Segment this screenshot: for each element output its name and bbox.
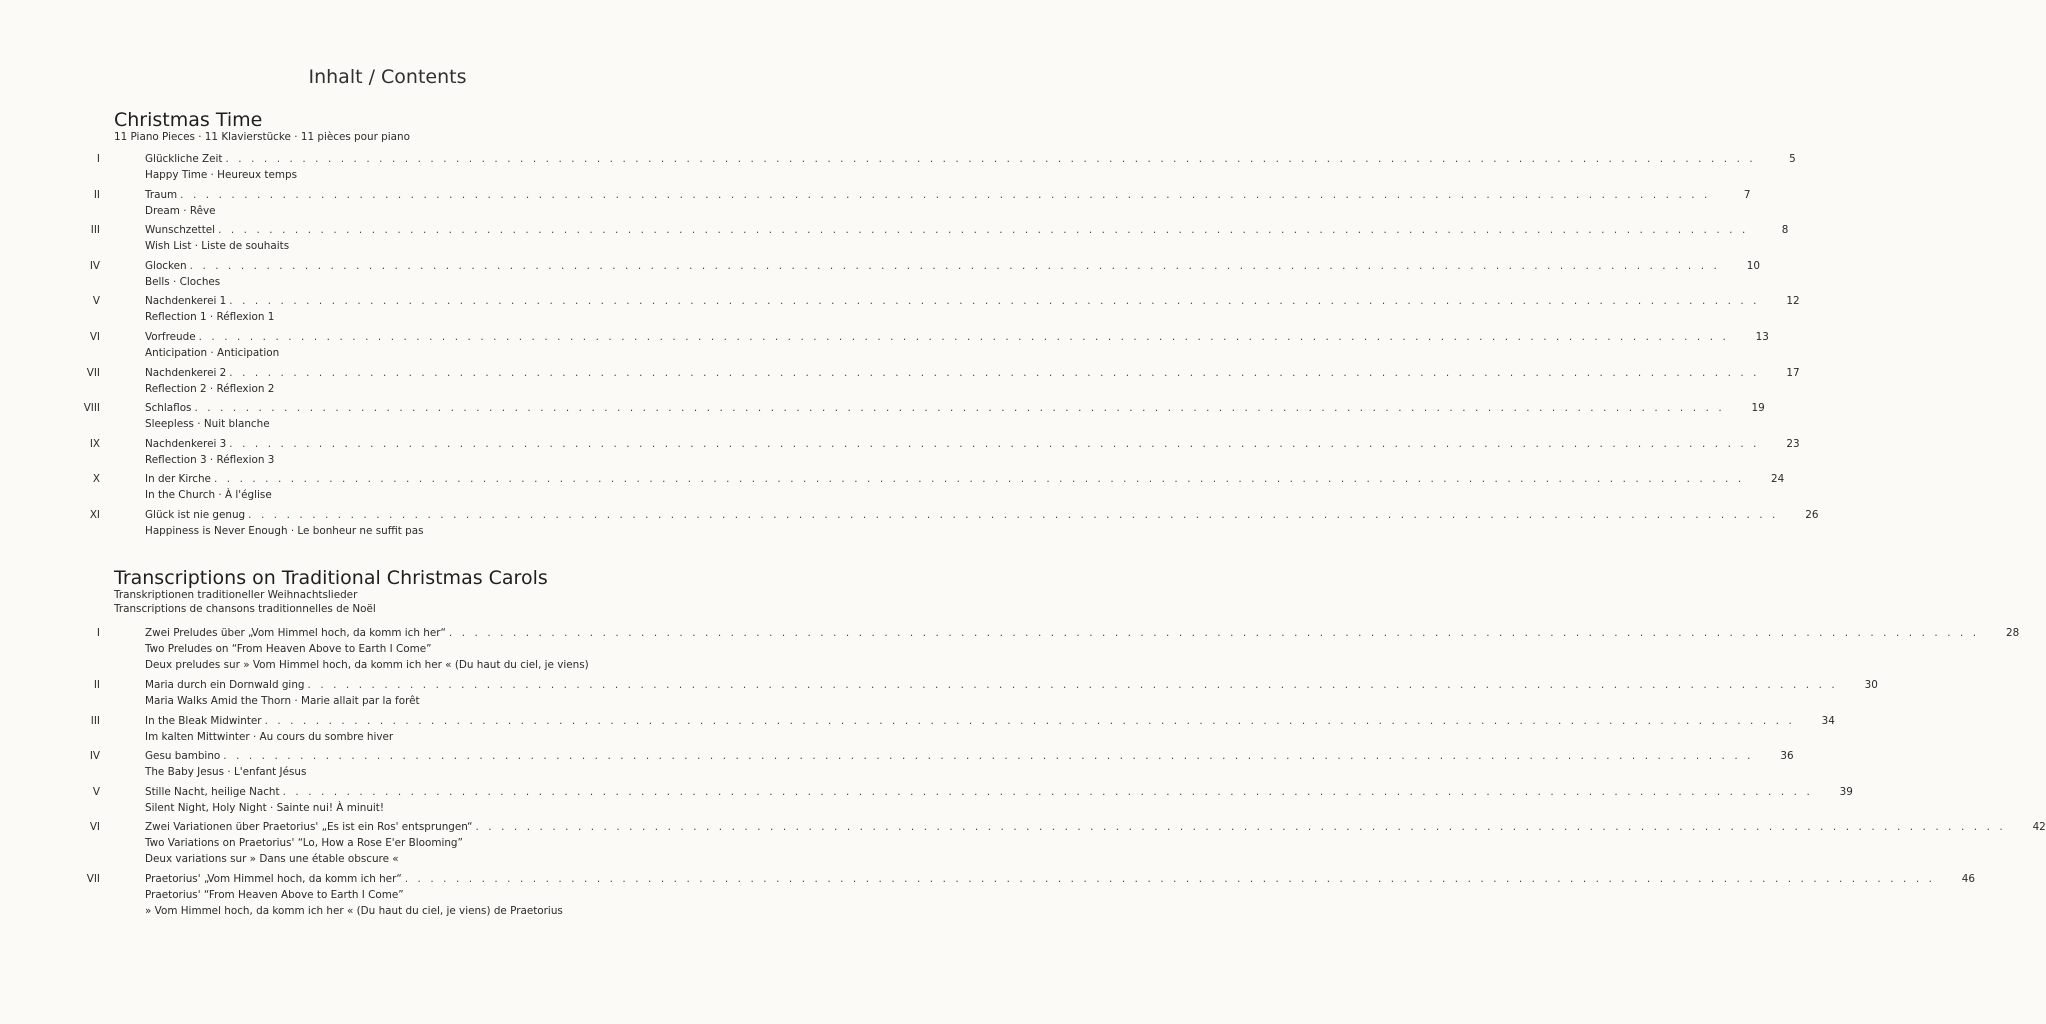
- toc-entry: [89, 258, 1760, 294]
- entry-number: VIII: [83, 402, 100, 415]
- section-transcriptions: [114, 567, 674, 616]
- entry-title: Vorfreude: [145, 330, 196, 343]
- section-christmas-time: [114, 109, 674, 145]
- entry-number: VII: [86, 366, 100, 379]
- dot-leader: . . . . . . . . . . . . . . . . . . . . . . . . . . . . . . . . . . . . . . . . . . . . . . . . . . . . . . . . . . . . . . . . . . . . . . . . . . . . . . . . . . . . . . . . . . . . . . . . . . . . . . . . . . . . . . . . . . . . . . . .: [404, 873, 1936, 885]
- entry-number: V: [92, 295, 100, 308]
- dot-leader: . . . . . . . . . . . . . . . . . . . . . . . . . . . . . . . . . . . . . . . . . . . . . . . . . . . . . . . . . . . . . . . . . . . . . . . . . . . . . . . . . . . . . . . . . . . . . . . . . . . . . . . . . . . . . . . . . . . . . . . .: [223, 750, 1754, 762]
- toc-entry: [89, 329, 1769, 365]
- dot-leader: . . . . . . . . . . . . . . . . . . . . . . . . . . . . . . . . . . . . . . . . . . . . . . . . . . . . . . . . . . . . . . . . . . . . . . . . . . . . . . . . . . . . . . . . . . . . . . . . . . . . . . . . . . . . . . . . . . . . . . . .: [213, 473, 1745, 486]
- dot-leader: . . . . . . . . . . . . . . . . . . . . . . . . . . . . . . . . . . . . . . . . . . . . . . . . . . . . . . . . . . . . . . . . . . . . . . . . . . . . . . . . . . . . . . . . . . . . . . . . . . . . . . . . . . . . . . . . . . . . . . . .: [229, 366, 1760, 379]
- entry-title: Schlaflos: [145, 402, 192, 415]
- dot-leader: . . . . . . . . . . . . . . . . . . . . . . . . . . . . . . . . . . . . . . . . . . . . . . . . . . . . . . . . . . . . . . . . . . . . . . . . . . . . . . . . . . . . . . . . . . . . . . . . . . . . . . . . . . . . . . . . . . . . . . . .: [307, 679, 1838, 691]
- toc-entry: [90, 222, 1789, 258]
- entry-number: III: [90, 714, 100, 727]
- entry-translation: Sleepless · Nuit blanche: [145, 418, 270, 431]
- toc-entry: [89, 436, 1800, 472]
- entry-translation: The Baby Jesus · L'enfant Jésus: [145, 766, 307, 778]
- dot-leader: . . . . . . . . . . . . . . . . . . . . . . . . . . . . . . . . . . . . . . . . . . . . . . . . . . . . . . . . . . . . . . . . . . . . . . . . . . . . . . . . . . . . . . . . . . . . . . . . . . . . . . . . . . . . . . . . . . . . . . . .: [448, 627, 1980, 639]
- toc-entry: [92, 471, 1785, 507]
- section-subtitle-de: Transkriptionen traditioneller Weihnachtslieder: [114, 589, 358, 601]
- entry-number: I: [96, 627, 100, 639]
- dot-leader: . . . . . . . . . . . . . . . . . . . . . . . . . . . . . . . . . . . . . . . . . . . . . . . . . . . . . . . . . . . . . . . . . . . . . . . . . . . . . . . . . . . . . . . . . . . . . . . . . . . . . . . . . . . . . . . . . . . . . . . .: [248, 508, 1779, 521]
- dot-leader: . . . . . . . . . . . . . . . . . . . . . . . . . . . . . . . . . . . . . . . . . . . . . . . . . . . . . . . . . . . . . . . . . . . . . . . . . . . . . . . . . . . . . . . . . . . . . . . . . . . . . . . . . . . . . . . . . . . . . . . .: [475, 821, 2006, 833]
- entry-page-number: 5: [1789, 153, 1796, 165]
- entry-translation: Reflection 3 · Réflexion 3: [145, 453, 275, 466]
- section-title: Christmas Time: [114, 109, 263, 131]
- section-title: Transcriptions on Traditional Christmas Carols: [114, 567, 548, 589]
- entry-title: Maria durch ein Dornwald ging: [145, 679, 305, 691]
- entry-title: Zwei Preludes über „Vom Himmel hoch, da komm ich her“: [145, 627, 446, 639]
- toc-entry: [89, 819, 2046, 871]
- entry-page-number: 36: [1780, 750, 1794, 762]
- entry-translation: » Vom Himmel hoch, da komm ich her « (Du haut du ciel, je viens) de Praetorius: [145, 905, 563, 917]
- entry-translation: Two Variations on Praetorius' “Lo, How a Rose E'er Blooming”: [145, 837, 463, 849]
- page-title: Inhalt / Contents: [308, 66, 467, 88]
- entry-translation: Reflection 1 · Réflexion 1: [145, 311, 275, 324]
- entry-title: Gesu bambino: [145, 750, 221, 762]
- entry-number: XI: [89, 508, 100, 521]
- entry-page-number: 19: [1751, 402, 1765, 415]
- toc-entry: [93, 677, 1878, 713]
- entry-page-number: 28: [2005, 627, 2020, 639]
- dot-leader: . . . . . . . . . . . . . . . . . . . . . . . . . . . . . . . . . . . . . . . . . . . . . . . . . . . . . . . . . . . . . . . . . . . . . . . . . . . . . . . . . . . . . . . . . . . . . . . . . . . . . . . . . . . . . . . . . . . . . . . .: [229, 437, 1760, 450]
- entry-page-number: 39: [1839, 785, 1853, 798]
- entry-page-number: 46: [1961, 873, 1976, 885]
- toc-entry: [96, 151, 1796, 187]
- entry-translation: Silent Night, Holy Night · Sainte nui! À minuit!: [145, 801, 385, 814]
- entry-page-number: 34: [1821, 714, 1835, 727]
- entry-page-number: 12: [1786, 295, 1800, 308]
- entry-title: Stille Nacht, heilige Nacht: [145, 785, 280, 798]
- entry-title: Nachdenkerei 3: [145, 437, 227, 450]
- entry-number: VI: [89, 330, 100, 343]
- entry-page-number: 7: [1743, 188, 1751, 201]
- entry-translation: Im kalten Mittwinter · Au cours du sombre hiver: [145, 730, 394, 743]
- entry-page-number: 26: [1805, 508, 1819, 521]
- entry-title: Nachdenkerei 1: [145, 295, 227, 308]
- entry-number: I: [96, 153, 100, 165]
- dot-leader: . . . . . . . . . . . . . . . . . . . . . . . . . . . . . . . . . . . . . . . . . . . . . . . . . . . . . . . . . . . . . . . . . . . . . . . . . . . . . . . . . . . . . . . . . . . . . . . . . . . . . . . . . . . . . . . . . . . . . . . .: [218, 224, 1749, 237]
- entry-number: IV: [89, 259, 100, 272]
- entry-title: Glocken: [145, 259, 187, 272]
- entry-translation: Happy Time · Heureux temps: [145, 169, 298, 181]
- toc-entry: [90, 713, 1835, 749]
- section-subtitle-fr: Transcriptions de chansons traditionnelles de Noël: [114, 602, 376, 615]
- toc-entry: [86, 365, 1800, 401]
- toc-entry: [93, 187, 1751, 223]
- entry-title: Nachdenkerei 2: [145, 366, 227, 379]
- entry-translation: Wish List · Liste de souhaits: [145, 240, 290, 253]
- toc-entry: [92, 293, 1800, 329]
- dot-leader: . . . . . . . . . . . . . . . . . . . . . . . . . . . . . . . . . . . . . . . . . . . . . . . . . . . . . . . . . . . . . . . . . . . . . . . . . . . . . . . . . . . . . . . . . . . . . . . . . . . . . . . . . . . . . . . . . . . . . . . .: [229, 295, 1760, 308]
- entry-translation: Deux variations sur » Dans une étable obscure «: [145, 853, 399, 865]
- entry-page-number: 30: [1864, 679, 1878, 691]
- entry-page-number: 17: [1786, 366, 1800, 379]
- entry-translation: Two Preludes on “From Heaven Above to Earth I Come”: [145, 643, 432, 655]
- entry-number: V: [92, 785, 100, 798]
- entry-number: VI: [89, 821, 100, 833]
- entry-translation: Dream · Rêve: [145, 204, 216, 217]
- dot-leader: . . . . . . . . . . . . . . . . . . . . . . . . . . . . . . . . . . . . . . . . . . . . . . . . . . . . . . . . . . . . . . . . . . . . . . . . . . . . . . . . . . . . . . . . . . . . . . . . . . . . . . . . . . . . . . . . . . . . . . . .: [194, 402, 1725, 415]
- entry-translation: Reflection 2 · Réflexion 2: [145, 382, 275, 395]
- entry-page-number: 24: [1771, 473, 1785, 486]
- entry-number: VII: [86, 873, 100, 885]
- toc-entry: [89, 748, 1794, 784]
- entry-title: Glück ist nie genug: [145, 508, 246, 521]
- entry-title: In der Kirche: [145, 473, 211, 486]
- entry-title: Zwei Variationen über Praetorius' „Es ist ein Ros' entsprungen“: [145, 821, 473, 833]
- entry-translation: Anticipation · Anticipation: [145, 346, 280, 359]
- dot-leader: . . . . . . . . . . . . . . . . . . . . . . . . . . . . . . . . . . . . . . . . . . . . . . . . . . . . . . . . . . . . . . . . . . . . . . . . . . . . . . . . . . . . . . . . . . . . . . . . . . . . . . . . . . . . . . . . . . . . . . . .: [264, 714, 1795, 727]
- toc-entry: [92, 784, 1853, 820]
- entry-number: III: [90, 224, 100, 237]
- toc-entry: [83, 400, 1765, 436]
- entry-page-number: 8: [1781, 224, 1789, 237]
- entry-number: IV: [89, 750, 100, 762]
- toc-entry: [96, 625, 2020, 677]
- entry-title: Wunschzettel: [145, 224, 216, 237]
- entry-translation: Deux preludes sur » Vom Himmel hoch, da komm ich her « (Du haut du ciel, je viens): [145, 659, 589, 671]
- entry-page-number: 10: [1746, 259, 1760, 272]
- section-subtitle: 11 Piano Pieces · 11 Klavierstücke · 11 pièces pour piano: [114, 131, 410, 143]
- entry-page-number: 23: [1786, 437, 1800, 450]
- entry-page-number: 42: [2032, 821, 2046, 833]
- toc-entry: [86, 871, 1976, 923]
- entry-title: Praetorius' „Vom Himmel hoch, da komm ich her“: [145, 873, 402, 885]
- entry-number: IX: [89, 437, 100, 450]
- dot-leader: . . . . . . . . . . . . . . . . . . . . . . . . . . . . . . . . . . . . . . . . . . . . . . . . . . . . . . . . . . . . . . . . . . . . . . . . . . . . . . . . . . . . . . . . . . . . . . . . . . . . . . . . . . . . . . . . . . . . . . . .: [282, 785, 1813, 798]
- toc-list-christmas-time: [83, 151, 1819, 543]
- entry-number: II: [93, 188, 100, 201]
- entry-number: II: [93, 679, 100, 691]
- toc-entry: [89, 507, 1819, 543]
- entry-translation: Praetorius' “From Heaven Above to Earth I Come”: [145, 889, 404, 901]
- entry-title: Traum: [145, 188, 178, 201]
- toc-list-transcriptions: [86, 625, 2046, 923]
- dot-leader: . . . . . . . . . . . . . . . . . . . . . . . . . . . . . . . . . . . . . . . . . . . . . . . . . . . . . . . . . . . . . . . . . . . . . . . . . . . . . . . . . . . . . . . . . . . . . . . . . . . . . . . . . . . . . . . . . . . . . . . .: [189, 259, 1720, 272]
- entry-translation: Bells · Cloches: [145, 275, 221, 288]
- entry-translation: Happiness is Never Enough · Le bonheur ne suffit pas: [145, 524, 424, 537]
- entry-title: Glückliche Zeit: [145, 153, 223, 165]
- dot-leader: . . . . . . . . . . . . . . . . . . . . . . . . . . . . . . . . . . . . . . . . . . . . . . . . . . . . . . . . . . . . . . . . . . . . . . . . . . . . . . . . . . . . . . . . . . . . . . . . . . . . . . . . . . . . . . . . . . . . . . . .: [180, 188, 1711, 201]
- entry-translation: Maria Walks Amid the Thorn · Marie allait par la forêt: [145, 695, 420, 707]
- dot-leader: . . . . . . . . . . . . . . . . . . . . . . . . . . . . . . . . . . . . . . . . . . . . . . . . . . . . . . . . . . . . . . . . . . . . . . . . . . . . . . . . . . . . . . . . . . . . . . . . . . . . . . . . . . . . . . . . . . . . . . . .: [198, 330, 1729, 343]
- entry-translation: In the Church · À l'église: [145, 489, 272, 502]
- dot-leader: . . . . . . . . . . . . . . . . . . . . . . . . . . . . . . . . . . . . . . . . . . . . . . . . . . . . . . . . . . . . . . . . . . . . . . . . . . . . . . . . . . . . . . . . . . . . . . . . . . . . . . . . . . . . . . . . . . . . . . . .: [225, 153, 1756, 165]
- entry-number: X: [92, 473, 100, 486]
- entry-title: In the Bleak Midwinter: [145, 714, 262, 727]
- entry-page-number: 13: [1755, 330, 1769, 343]
